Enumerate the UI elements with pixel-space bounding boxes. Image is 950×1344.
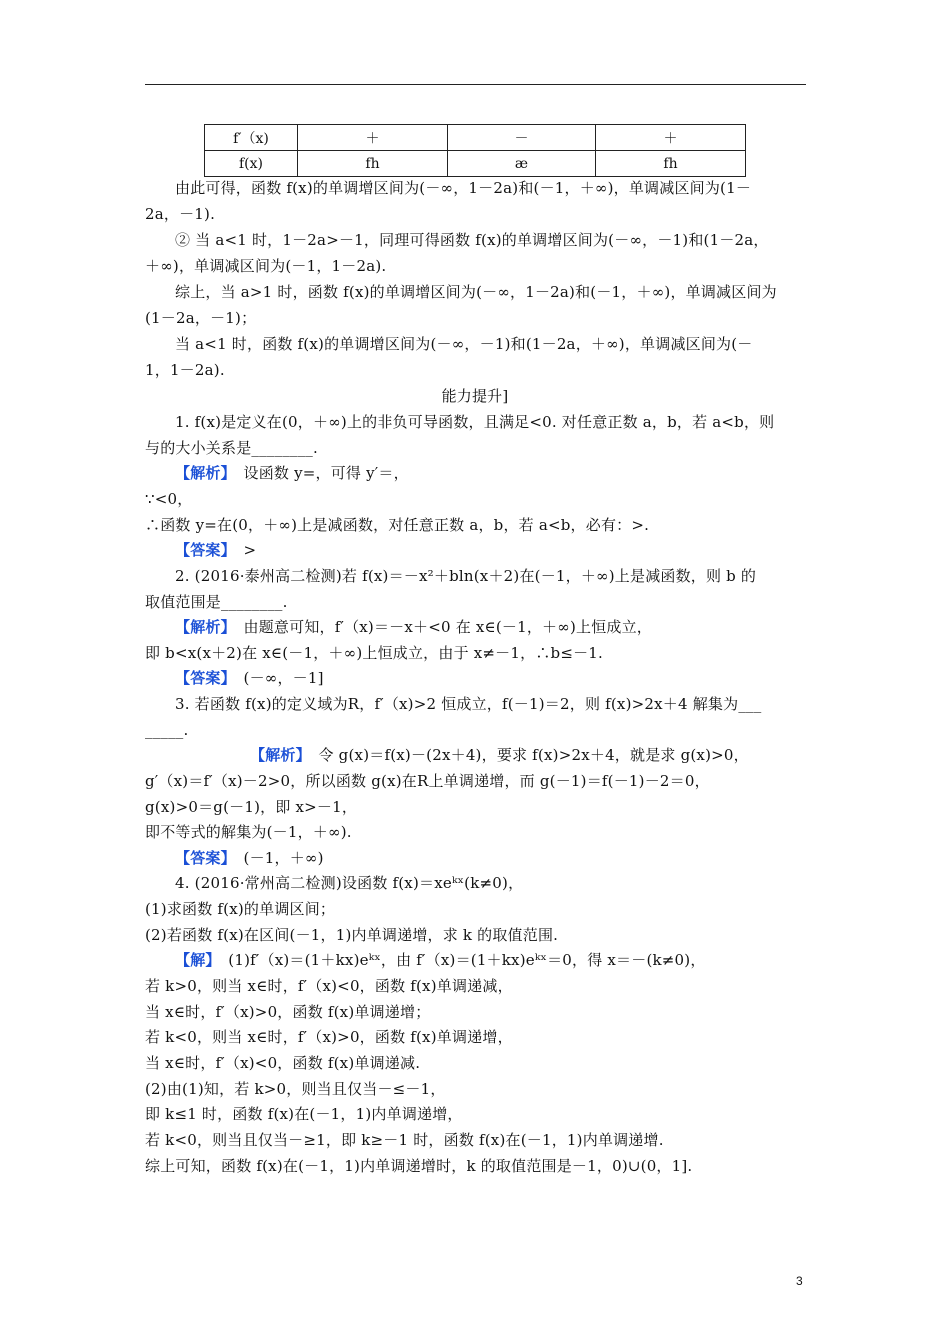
table-cell: ＋ [298, 125, 448, 151]
line-text: (－1，＋∞) [228, 849, 324, 867]
text-line [145, 925, 558, 945]
table-cell: æ [448, 151, 596, 177]
text-line [175, 463, 409, 483]
text-line [145, 976, 513, 996]
text-line [145, 1027, 513, 1047]
line-text: 1. f(x)是定义在(0，＋∞)上的非负可导函数，且满足<0. 对任意正数 a，b，若 a<b，则 [175, 413, 775, 431]
text-line [145, 643, 603, 663]
line-text: 若 k>0，则当 x∈时，f′（x)<0，函数 f(x)单调递减， [145, 977, 513, 995]
line-text: (2)由(1)知，若 k>0，则当且仅当－≤－1， [145, 1080, 446, 1098]
text-line [175, 282, 777, 302]
line-text: 由此可得，函数 f(x)的单调增区间为(－∞，1－2a)和(－1，＋∞)，单调减区间为(1－ [175, 179, 752, 197]
answer-tag: 【解析】 [175, 464, 229, 482]
line-text: 综上，当 a>1 时，函数 f(x)的单调增区间为(－∞，1－2a)和(－1，＋∞)，单调减区间为 [175, 283, 777, 301]
line-text: 4. (2016·常州高二检测)设函数 f(x)＝xeᵏˣ(k≠0)， [175, 874, 524, 892]
line-text: g(x)>0＝g(－1)，即 x>－1， [145, 798, 358, 816]
text-line [175, 617, 652, 637]
line-text: 即 k≤1 时，函数 f(x)在(－1，1)内单调递增， [145, 1105, 463, 1123]
table-cell: － [448, 125, 596, 151]
line-text: 能力提升] [441, 387, 509, 405]
text-line [145, 438, 318, 458]
text-line [145, 822, 352, 842]
line-text: > [228, 541, 257, 559]
text-line [145, 360, 225, 380]
table-cell: f′（x) [205, 125, 298, 151]
text-line [175, 668, 324, 688]
line-text: 1，1－2a). [145, 361, 225, 379]
text-line [145, 308, 256, 328]
line-text: 若 k<0，则当且仅当－≥1，即 k≥－1 时，函数 f(x)在(－1，1)内单调递增. [145, 1131, 664, 1149]
line-text: (1－2a，－1)； [145, 309, 257, 327]
line-text: ② 当 a<1 时，1－2a>－1，同理可得函数 f(x)的单调增区间为(－∞，－1)和(1－2a， [175, 231, 769, 249]
line-text: 令 g(x)＝f(x)－(2x＋4)，要求 f(x)>2x＋4，就是求 g(x)>0， [303, 746, 749, 764]
line-text: 取值范围是________. [145, 593, 288, 611]
text-line [175, 540, 256, 560]
line-text: 当 x∈时，f′（x)<0，函数 f(x)单调递减. [145, 1054, 421, 1072]
answer-tag: 【答案】 [175, 541, 229, 559]
line-text: 当 x∈时，f′（x)>0，函数 f(x)单调递增； [145, 1003, 431, 1021]
text-line [175, 694, 761, 714]
text-line [175, 950, 706, 970]
sign-table [204, 124, 746, 177]
line-text: ∴函数 y=在(0，＋∞)上是减函数，对任意正数 a，b，若 a<b，必有：>. [145, 516, 650, 534]
line-text: 当 a<1 时，函数 f(x)的单调增区间为(－∞，－1)和(1－2a，＋∞)，单调减区间为(－ [175, 335, 753, 353]
answer-tag: 【解析】 [250, 746, 304, 764]
answer-tag: 【解析】 [175, 618, 229, 636]
line-text: 即不等式的解集为(－1，＋∞). [145, 823, 352, 841]
line-text: 综上可知，函数 f(x)在(－1，1)内单调递增时，k 的取值范围是－1，0)∪(0，1]. [145, 1157, 693, 1175]
line-text: ∵<0， [145, 490, 193, 508]
section-heading [0, 386, 950, 406]
line-text: (2)若函数 f(x)在区间(－1，1)内单调递增，求 k 的取值范围. [145, 926, 559, 944]
text-line [175, 848, 324, 868]
text-line [145, 1156, 692, 1176]
text-line [175, 873, 523, 893]
text-line [145, 797, 357, 817]
line-text: _____. [145, 721, 189, 739]
line-text: 若 k<0，则当 x∈时，f′（x)>0，函数 f(x)单调递增， [145, 1028, 513, 1046]
text-line [145, 720, 188, 740]
line-text: 3. 若函数 f(x)的定义域为R，f′（x)>2 恒成立，f(－1)＝2，则 f(x)>2x＋4 解集为___ [175, 695, 762, 713]
answer-tag: 【答案】 [175, 669, 229, 687]
line-text: 设函数 y=，可得 y′＝， [228, 464, 409, 482]
line-text: 2a，－1). [145, 205, 216, 223]
text-line [145, 1104, 463, 1124]
text-line [175, 566, 756, 586]
line-text: g′（x)＝f′（x)－2>0，所以函数 g(x)在R上单调递增，而 g(－1)＝f(－1)－2＝0， [145, 772, 710, 790]
text-line [175, 230, 769, 250]
header-rule [145, 84, 806, 85]
line-text: 由题意可知，f′（x)＝－x＋<0 在 x∈(－1，＋∞)上恒成立， [228, 618, 652, 636]
text-line [175, 412, 774, 432]
line-text: 即 b<x(x＋2)在 x∈(－1，＋∞)上恒成立，由于 x≠－1，∴b≤－1. [145, 644, 604, 662]
line-text: ＋∞)，单调减区间为(－1，1－2a). [145, 257, 387, 275]
page-number: 3 [796, 1274, 803, 1288]
text-line [250, 745, 749, 765]
text-line [145, 204, 215, 224]
line-text: 与的大小关系是________. [145, 439, 318, 457]
text-line [175, 334, 753, 354]
line-text: 2. (2016·泰州高二检测)若 f(x)＝－x²＋bln(x＋2)在(－1，＋∞)上是减函数，则 b 的 [175, 567, 757, 585]
table-cell: fh [298, 151, 448, 177]
text-line [175, 178, 751, 198]
table-row [205, 151, 746, 177]
text-line [145, 515, 649, 535]
table-cell: f(x) [205, 151, 298, 177]
line-text: (1)f′（x)＝(1＋kx)eᵏˣ，由 f′（x)＝(1＋kx)eᵏˣ＝0，得 x＝－(k≠0)， [213, 951, 706, 969]
text-line [145, 899, 335, 919]
text-line [145, 592, 288, 612]
text-line [145, 1079, 446, 1099]
answer-tag: 【答案】 [175, 849, 229, 867]
table-cell: ＋ [595, 125, 745, 151]
text-line [145, 1053, 420, 1073]
answer-tag: 【解】 [175, 951, 214, 969]
text-line [145, 256, 386, 276]
line-text: (－∞，－1] [228, 669, 324, 687]
text-line [145, 1130, 664, 1150]
table-cell: fh [595, 151, 745, 177]
text-line [145, 1002, 430, 1022]
table-row [205, 125, 746, 151]
line-text: (1)求函数 f(x)的单调区间； [145, 900, 336, 918]
text-line [145, 771, 710, 791]
text-line [145, 489, 192, 509]
